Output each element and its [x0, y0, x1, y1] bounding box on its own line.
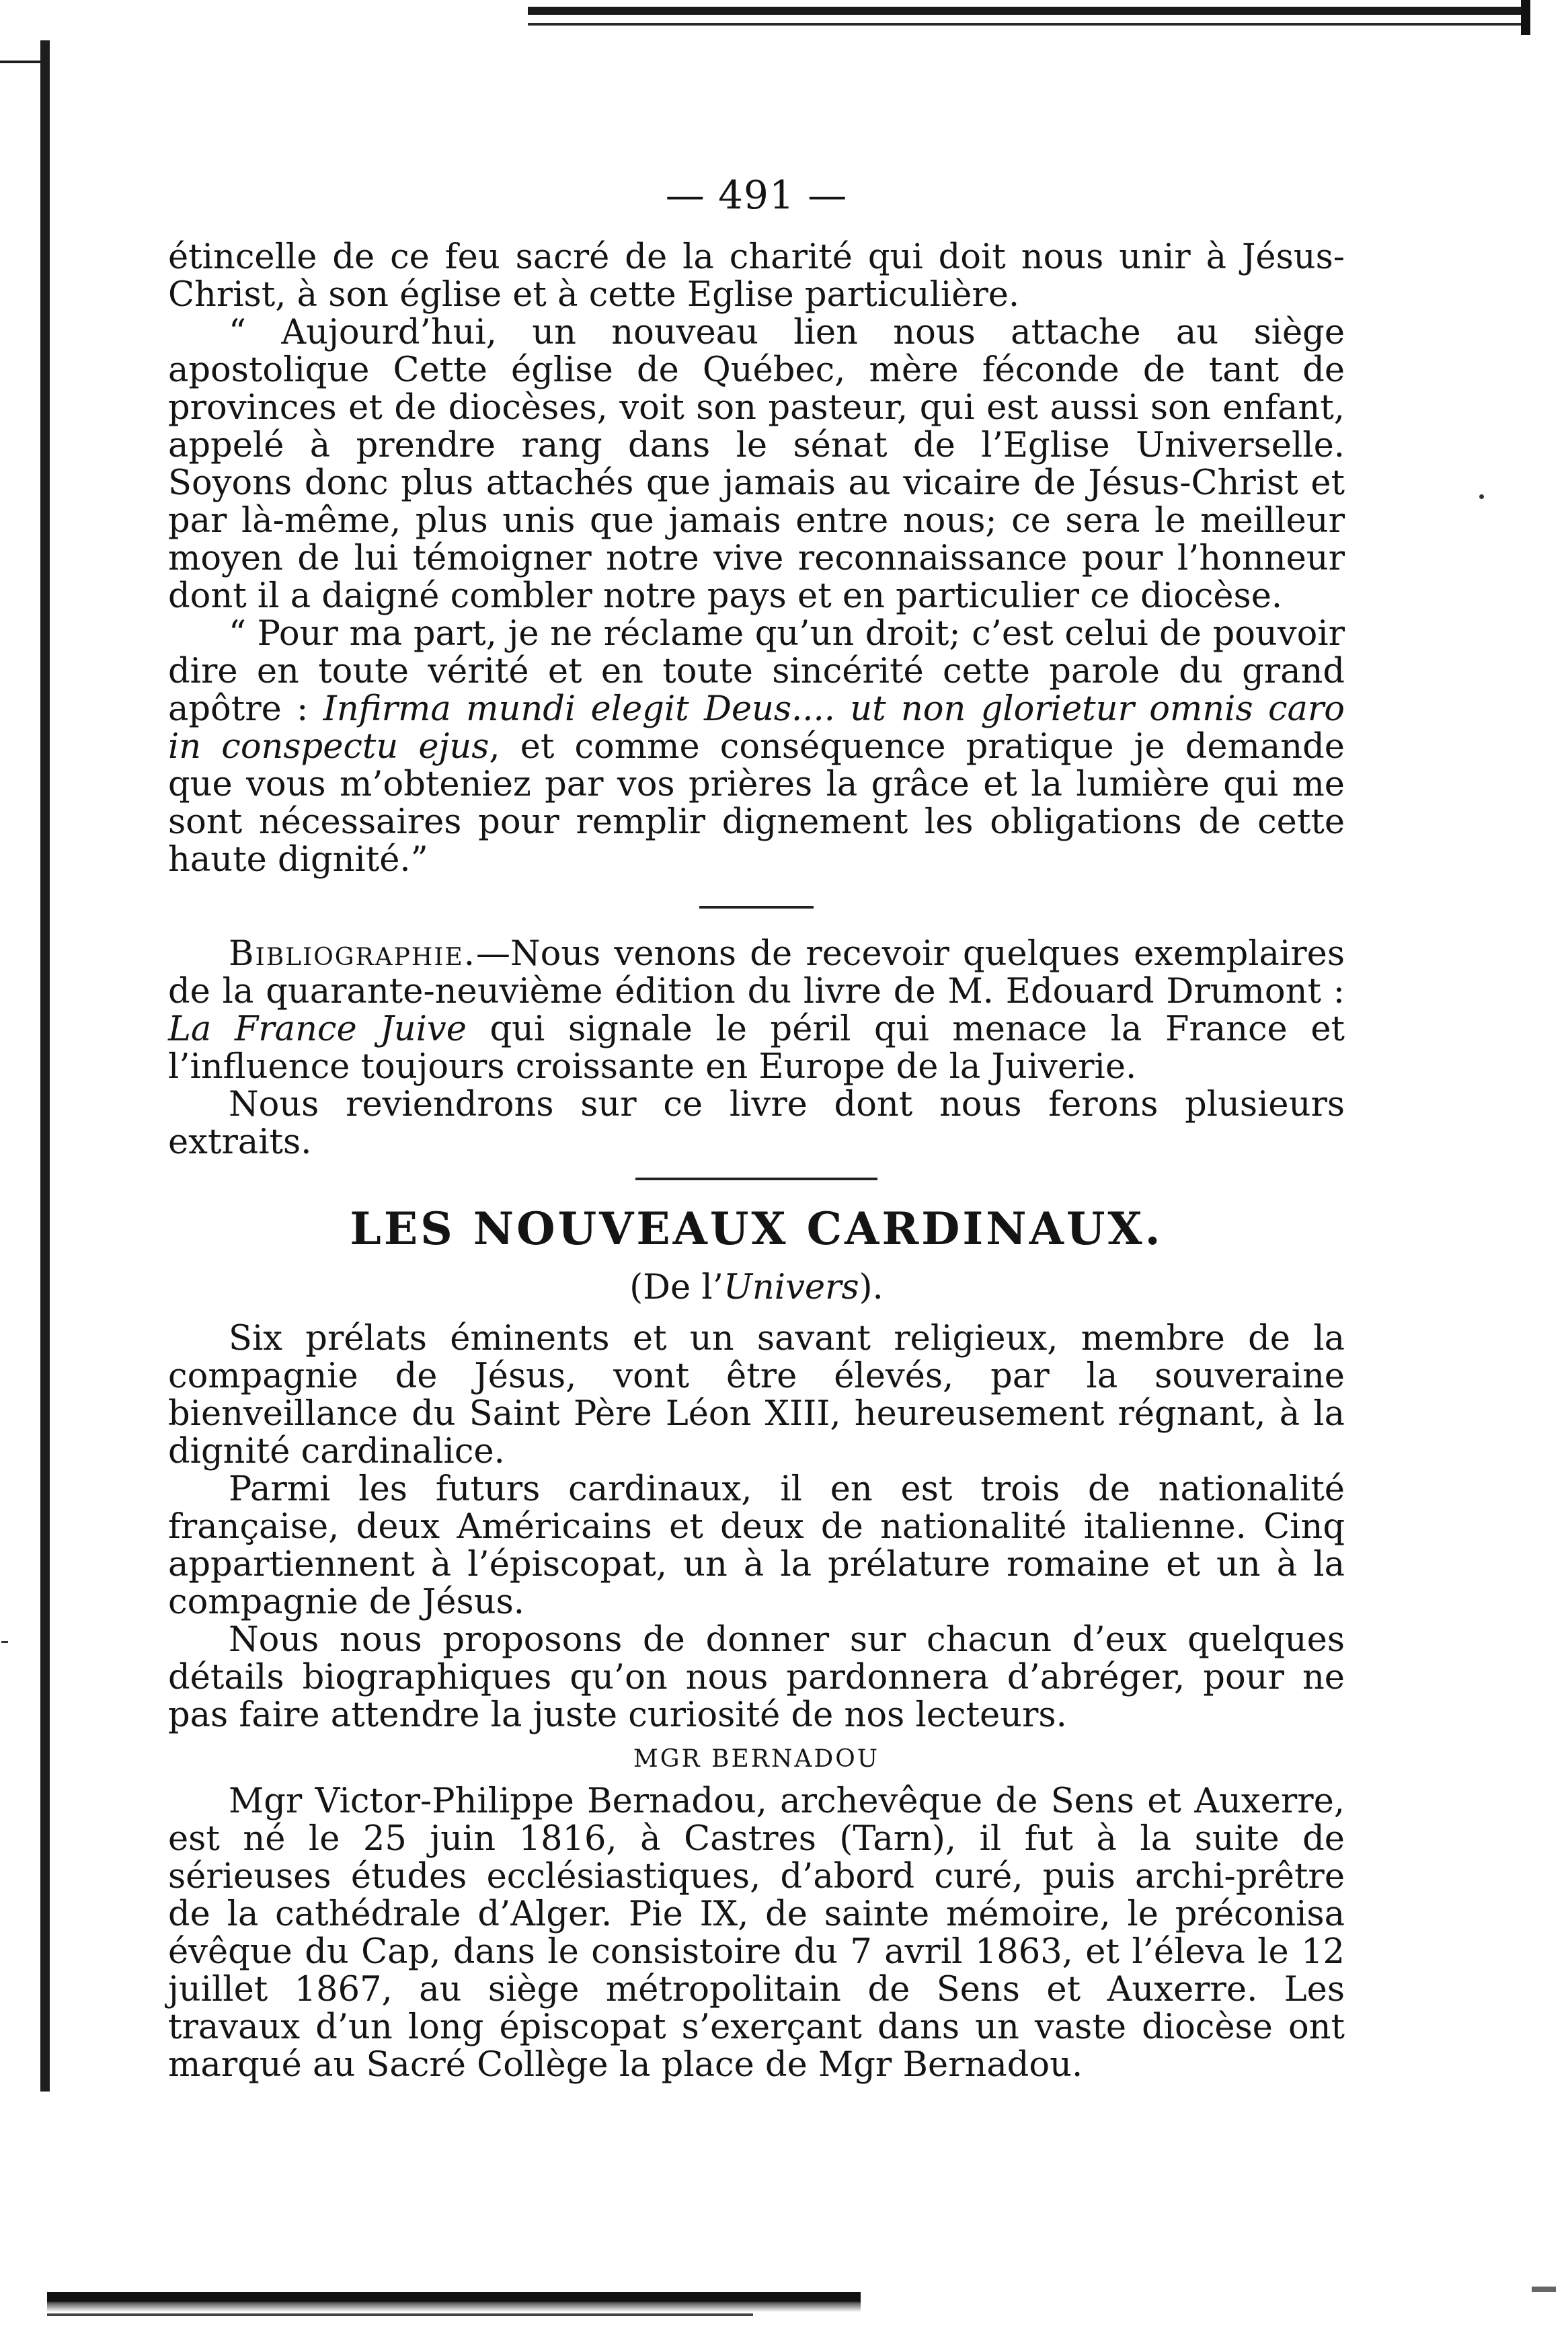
source-name: Univers — [723, 1268, 859, 1307]
bibliography-label: Bibliographie. — [229, 934, 476, 974]
article-paragraph-1: Six prélats éminents et un savant religieux, membre de la compagnie de Jésus, vont être élevés, par la souveraine bienveillance du Saint Père Léon XIII, heureusement régnant, à la dignité cardinalice. — [168, 1319, 1345, 1471]
scan-left-tick — [0, 61, 42, 63]
latin-quotation: Infirma mundi elegit Deus.... ut non glorietur omnis caro in conspectu ejus — [168, 689, 1345, 767]
page-number: — 491 — — [665, 172, 848, 218]
scan-left-rule — [40, 40, 50, 2092]
article-paragraph-3: Nous nous proposons de donner sur chacun d’eux quelques détails biographiques qu’on nous pardonnera d’abréger, pour ne pas faire attendre la juste curiosité de nos lecteurs. — [168, 1620, 1345, 1735]
article-divider — [635, 1178, 877, 1180]
letter-p3-start: “ Pour ma part, je ne réclame qu’un droit; c’est celui de pouvoir dire en toute vérité et en toute sincérité cette parole du grand apôtre : — [168, 614, 1345, 729]
scan-top-rule — [528, 7, 1530, 15]
article-paragraph-4: Mgr Victor-Philippe Bernadou, archevêque de Sens et Auxerre, est né le 25 juin 1816, à Castres (Tarn), il fut à la suite de sérieuses études ecclésiastiques, d’abord curé, puis archi-prêtre de la cathédrale d’Alger. Pie IX, de sainte mémoire, le préconisa évêque du Cap, dans le consistoire du 7 avril 1863, et l’éleva le 12 juillet 1867, au siège métropolitain de Sens et Auxerre. Les travaux d’un long épiscopat s’exerçant dans un vaste diocèse ont marqué au Sacré Collège la place de Mgr Bernadou. — [168, 1781, 1345, 2085]
letter-paragraph-2: “ Aujourd’hui, un nouveau lien nous attache au siège apostolique Cette église de Québec, mère féconde de tant de provinces et de diocèses, voit son pasteur, qui est aussi son enfant, appelé à prendre rang dans le sénat de l’Eglise Universelle. Soyons donc plus attachés que jamais au vicaire de Jésus-Christ et par là-même, plus unis que jamais entre nous; ce sera le meilleur moyen de lui témoigner notre vive reconnaissance pour l’honneur dont il a daigné combler notre pays et en particulier ce diocèse. — [168, 313, 1345, 616]
bibliography-paragraph-2: Nous reviendrons sur ce livre dont nous ferons plusieurs extraits. — [168, 1085, 1345, 1162]
letter-paragraph-3 — [168, 615, 1345, 879]
scan-corner-blob — [1532, 2287, 1556, 2292]
letter-paragraph-1: étincelle de ce feu sacré de la charité qui doit nous unir à Jésus-Christ, à son église et à cette Eglise particulière. — [168, 237, 1345, 315]
article-source — [168, 1268, 1345, 1308]
source-suffix: ). — [859, 1268, 884, 1307]
letter-p3-end: , et comme conséquence pratique je demande que vous m’obteniez par vos prières la grâce et la lumière qui me sont nécessaires pour remplir dignement les obligations de cette haute dignité.” — [168, 727, 1345, 880]
scan-left-mark — [1, 1641, 8, 1643]
source-prefix: (De l’ — [629, 1268, 723, 1307]
article-title: LES NOUVEAUX CARDINAUX. — [350, 1202, 1163, 1255]
scan-bottom-rule-thin — [47, 2313, 753, 2316]
bibliography-paragraph — [168, 935, 1345, 1086]
bibliography-text-2: qui signale le péril qui menace la France et l’influence toujours croissante en Europe de la Juiverie. — [168, 1009, 1345, 1087]
scan-top-rule-thin — [528, 23, 1530, 26]
biography-subhead: MGR BERNADOU — [633, 1745, 880, 1773]
scan-stray-dot — [1479, 494, 1484, 499]
scan-corner-mark — [1521, 0, 1530, 35]
book-title: La France Juive — [168, 1009, 467, 1049]
page-body — [168, 171, 1345, 2084]
bibliography-text-1: —Nous venons de recevoir quelques exemplaires de la quarante-neuvième édition du livre de M. Edouard Drumont : — [168, 934, 1345, 1011]
article-paragraph-2: Parmi les futurs cardinaux, il en est trois de nationalité française, deux Américains et deux de nationalité italienne. Cinq appartiennent à l’épiscopat, un à la prélature romaine et un à la compagnie de Jésus. — [168, 1469, 1345, 1622]
scan-bottom-rule — [47, 2292, 861, 2312]
section-divider — [699, 906, 814, 909]
